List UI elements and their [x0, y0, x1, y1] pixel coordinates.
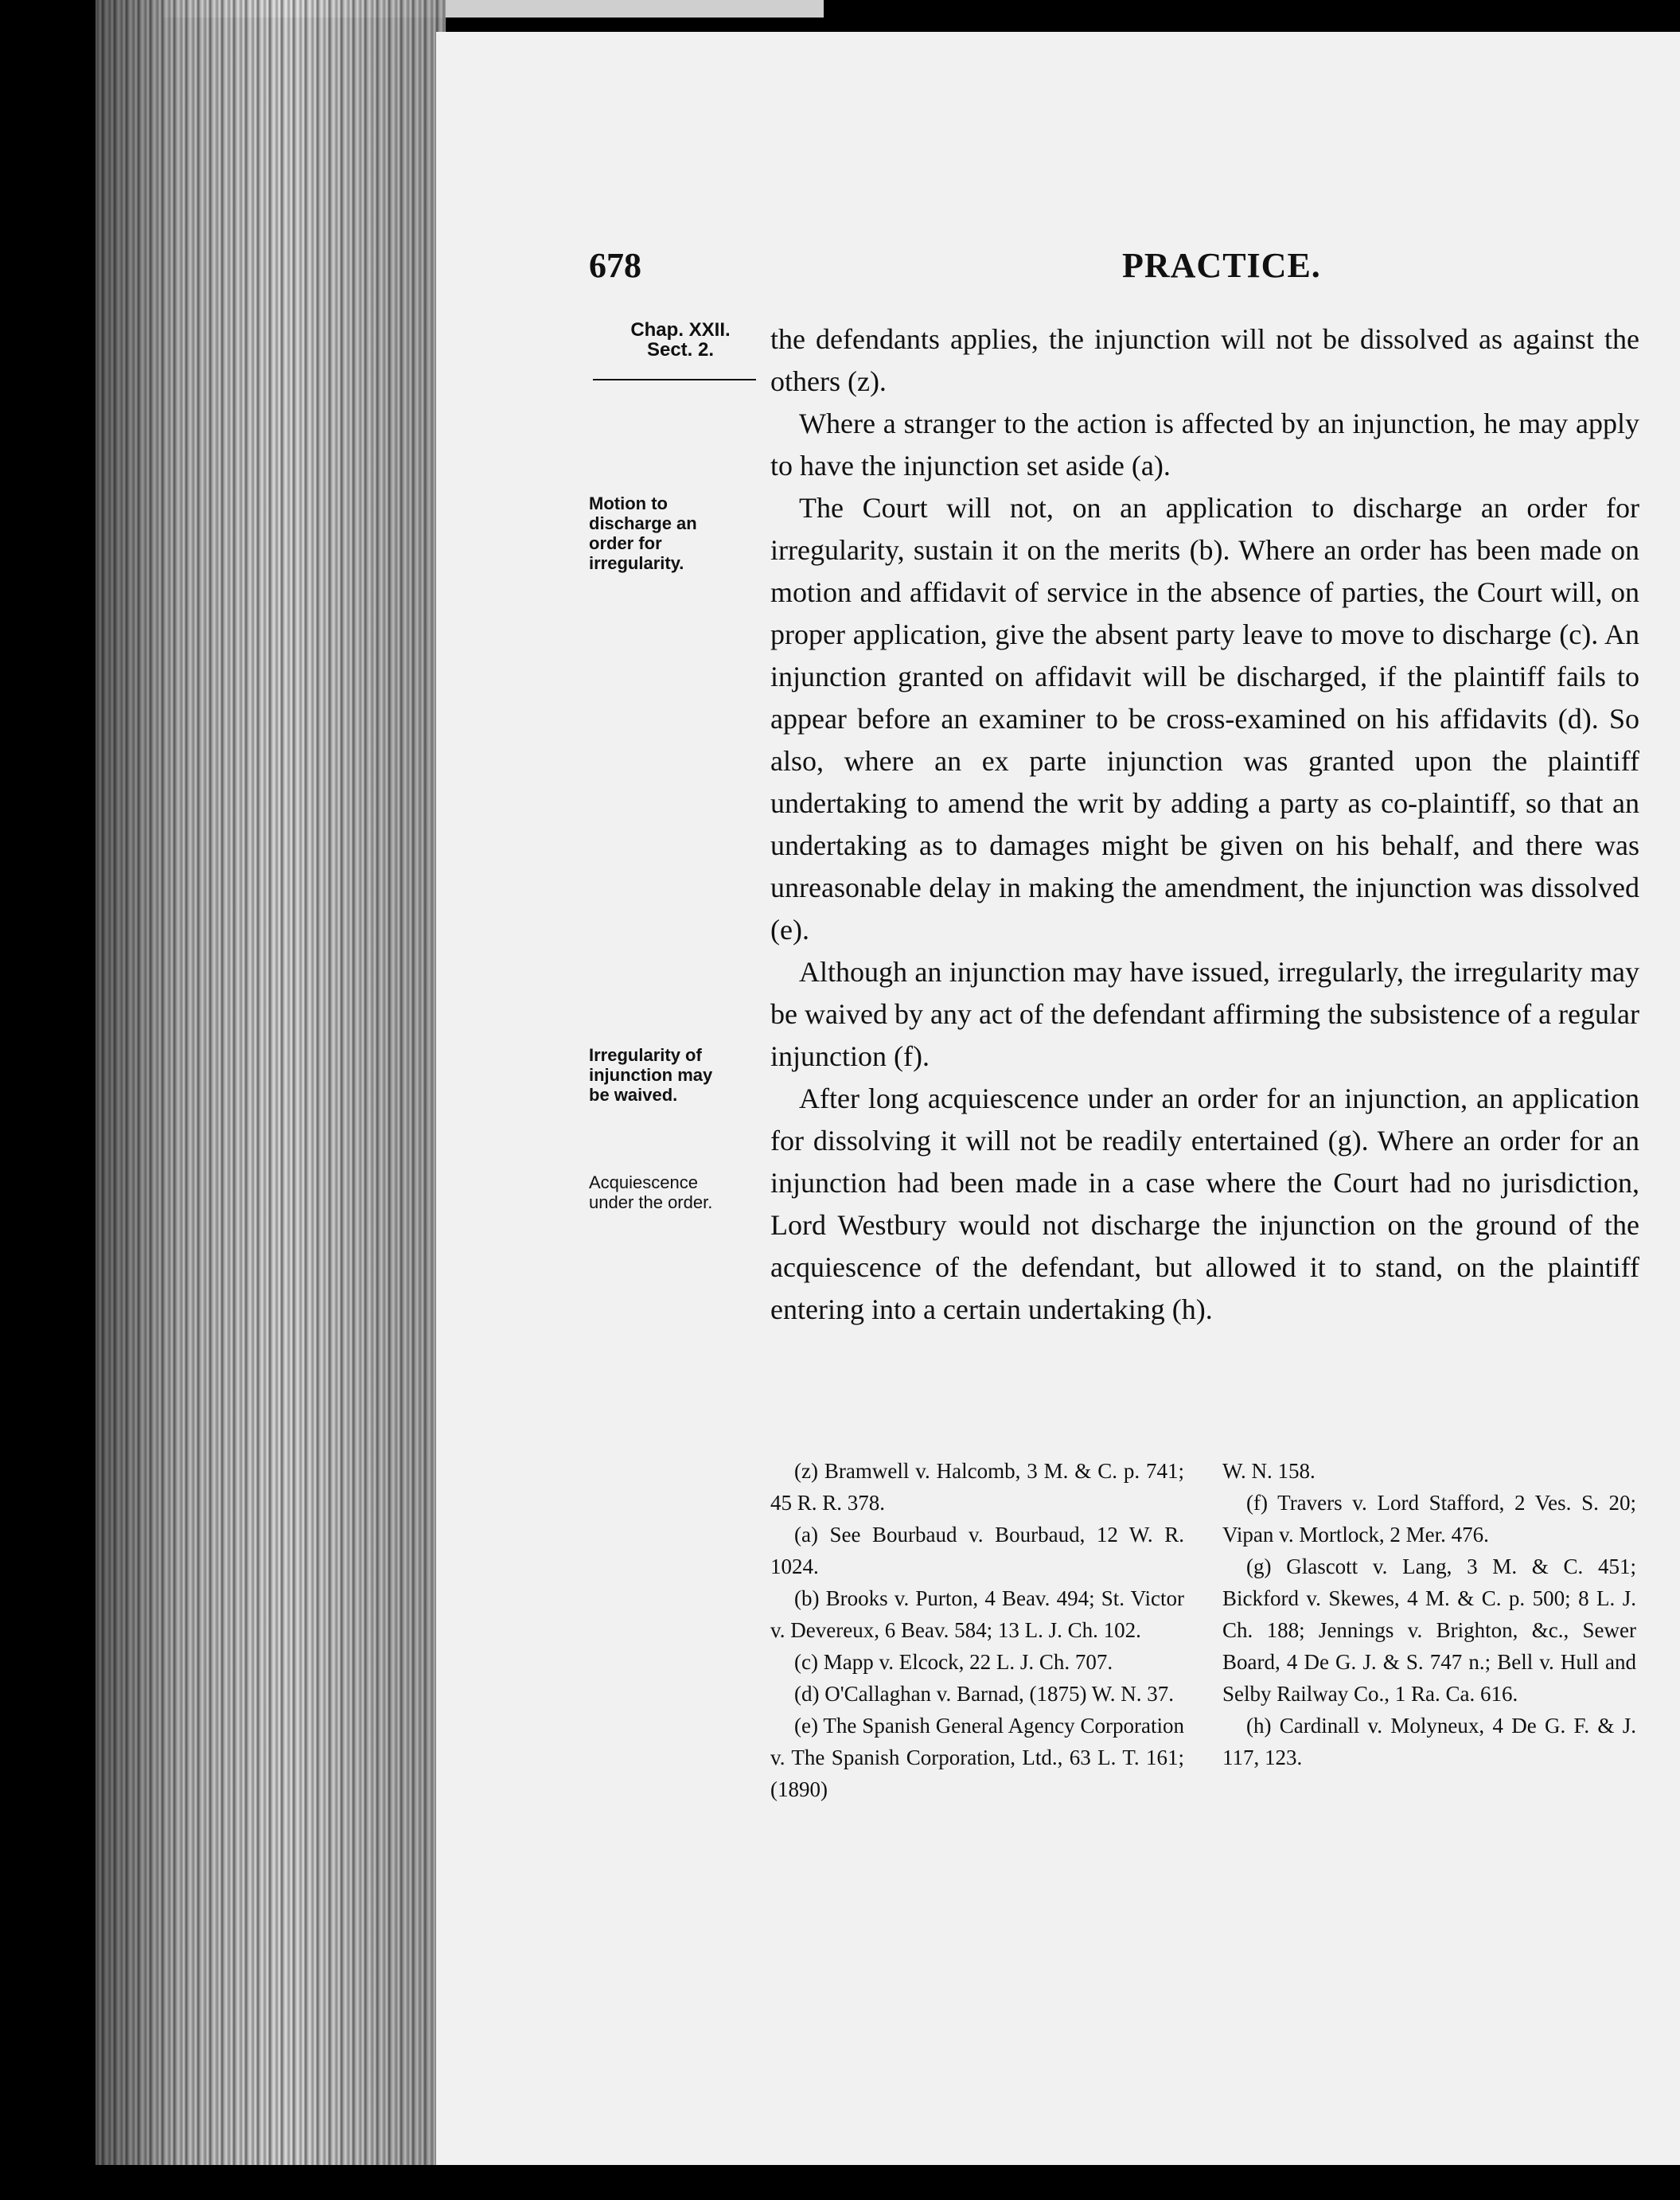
body-text: [770, 318, 1639, 1331]
footnote: (h) Cardinall v. Molyneux, 4 De G. F. & J. 117, 123.: [1222, 1714, 1636, 1769]
scan-border-bottom: [0, 2165, 1680, 2200]
page-number: 678: [589, 246, 641, 285]
footnotes-right-column: [1222, 1455, 1636, 1773]
section-label: Sect. 2.: [646, 339, 715, 361]
margin-note-line: discharge an: [589, 513, 697, 533]
footnote: (g) Glascott v. Lang, 3 M. & C. 451; Bickford v. Skewes, 4 M. & C. p. 500; 8 L. J. Ch. 188; Jennings v. Brighton, &c., Sewer Board, 4 De G. J. & S. 747 n.; Bell v. Hull and Selby Railway Co., 1 Ra. Ca. 616.: [1222, 1554, 1636, 1706]
chapter-rule: [593, 379, 756, 380]
footnote: (a) See Bourbaud v. Bourbaud, 12 W. R. 1024.: [770, 1523, 1184, 1578]
paragraph: Although an injunction may have issued, irregularly, the irregularity may be waived by any act of the defendant affirming the subsistence of a regular injunction (f).: [770, 956, 1639, 1072]
footnote: (z) Bramwell v. Halcomb, 3 M. & C. p. 741; 45 R. R. 378.: [770, 1459, 1184, 1515]
paragraph: Where a stranger to the action is affected by an injunction, he may apply to have the injunction set aside (a).: [770, 408, 1639, 482]
margin-note-line: Acquiescence: [589, 1172, 698, 1192]
footnote: W. N. 158.: [1222, 1459, 1316, 1483]
margin-note-line: be waived.: [589, 1085, 678, 1105]
footnotes-left-column: [770, 1455, 1184, 1805]
footnote: (e) The Spanish General Agency Corporation v. The Spanish Corporation, Ltd., 63 L. T. 161; (1890): [770, 1714, 1184, 1801]
book-edge-shadow: [95, 0, 446, 2200]
margin-note-line: order for: [589, 533, 662, 553]
margin-note-line: Irregularity of: [589, 1045, 702, 1065]
margin-note-acquiescence: [589, 1172, 748, 1212]
paragraph: After long acquiescence under an order for an injunction, an application for dissolving it will not be readily entertained (g). Where an order for an injunction had been made in a case where the Court had no jurisdiction, Lord Westbury would not discharge the injunction on the ground of the acquiescence of the defendant, but allowed it to stand, on the plaintiff entering into a certain undertaking (h).: [770, 1082, 1639, 1325]
footnote: (f) Travers v. Lord Stafford, 2 Ves. S. 20; Vipan v. Mortlock, 2 Mer. 476.: [1222, 1491, 1636, 1547]
margin-note-motion: [589, 493, 748, 573]
paragraph: The Court will not, on an application to discharge an order for irregularity, sustain it on the merits (b). Where an order has been made on motion and affidavit of service in the absence of parties, the Court will, on proper application, give the absent party leave to move to discharge (c). An injunction granted on affidavit will be discharged, if the plaintiff fails to appear before an examiner to be cross-examined on his affidavits (d). So also, where an ex parte injunction was granted upon the plaintiff undertaking to amend the writ by adding a party as co-plaintiff, so that an undertaking as to damages might be given on his behalf, and there was unreasonable delay in making the amendment, the injunction was dissolved (e).: [770, 492, 1639, 946]
page-header: [589, 245, 1639, 293]
margin-note-line: under the order.: [589, 1192, 713, 1212]
margin-chapter: [613, 320, 748, 360]
footnote: (b) Brooks v. Purton, 4 Beav. 494; St. Victor v. Devereux, 6 Beav. 584; 13 L. J. Ch. 102.: [770, 1586, 1184, 1642]
margin-note-waived: [589, 1045, 748, 1105]
margin-note-line: irregularity.: [589, 553, 684, 573]
paragraph: the defendants applies, the injunction will not be dissolved as against the others (z).: [770, 323, 1639, 397]
margin-note-line: injunction may: [589, 1065, 713, 1085]
margin-note-line: Motion to: [589, 493, 668, 513]
chapter-label: Chap. XXII.: [630, 319, 731, 341]
footnote: (c) Mapp v. Elcock, 22 L. J. Ch. 707.: [794, 1650, 1113, 1674]
running-head: PRACTICE.: [1122, 246, 1321, 285]
footnote: (d) O'Callaghan v. Barnad, (1875) W. N. 37.: [794, 1682, 1175, 1706]
